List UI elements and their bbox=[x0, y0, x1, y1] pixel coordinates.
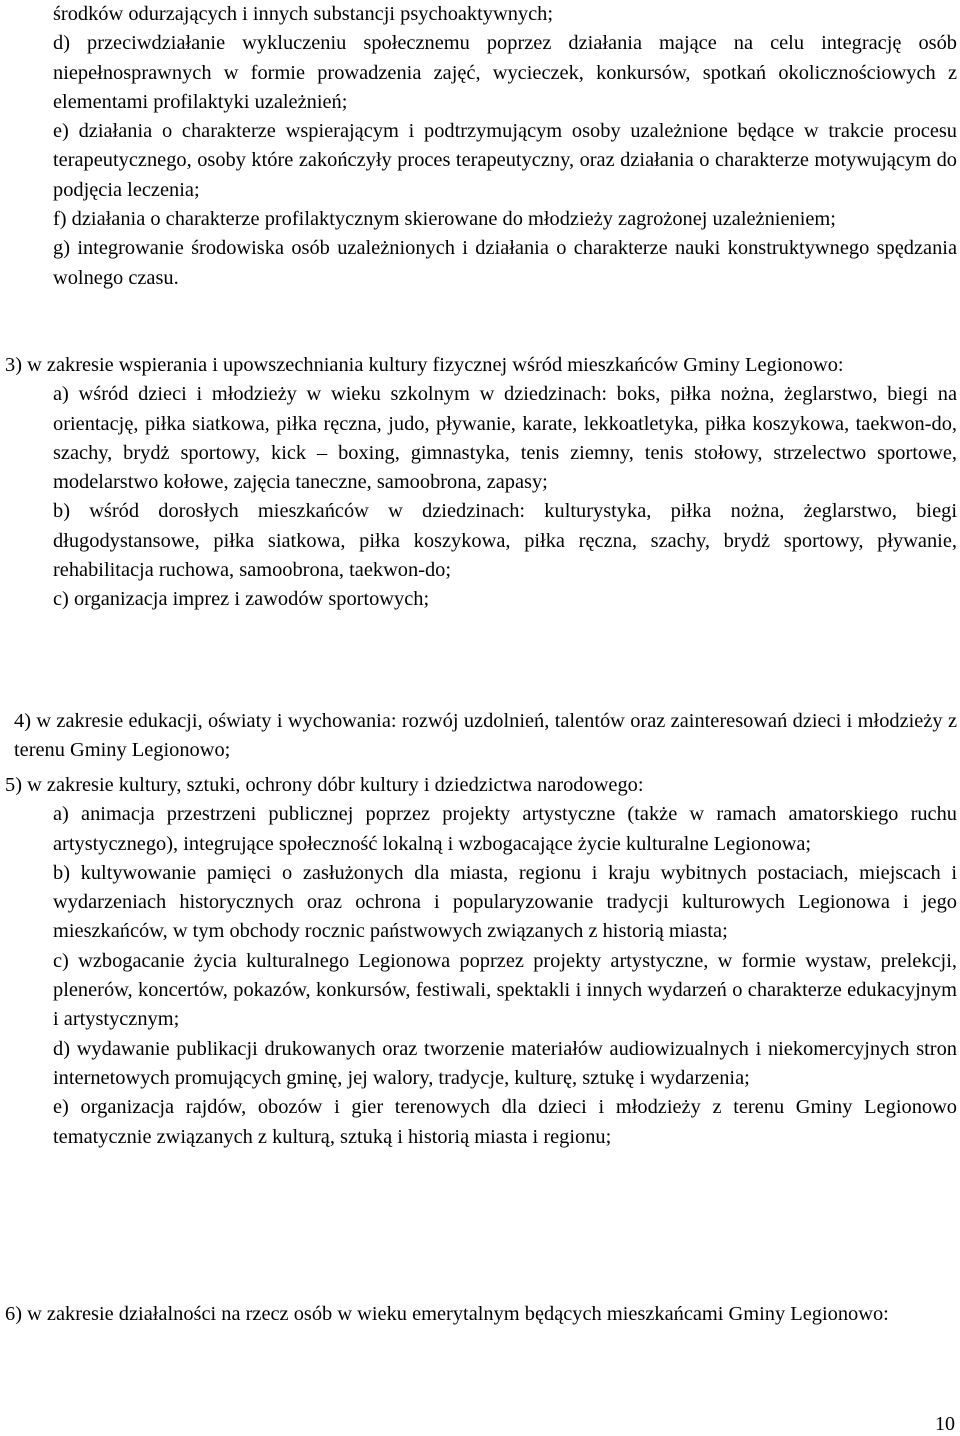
list-item-g: g) integrowanie środowiska osób uzależnionych i działania o charakterze nauki konstruktywnego spędzania wolnego czasu. bbox=[53, 237, 957, 289]
continuation-block bbox=[5, 0, 957, 293]
section-5-heading: 5) w zakresie kultury, sztuki, ochrony dóbr kultury i dziedzictwa narodowego: bbox=[5, 774, 644, 796]
section-6-heading: 6) w zakresie działalności na rzecz osób w wieku emerytalnym będących mieszkańcami Gminy Legionowo: bbox=[5, 1303, 889, 1325]
section-3-heading: 3) w zakresie wspierania i upowszechniania kultury fizycznej wśród mieszkańców Gminy Legionowo: bbox=[5, 354, 844, 376]
list-item-d: d) przeciwdziałanie wykluczeniu społecznemu poprzez działania mające na celu integrację osób niepełnosprawnych w formie prowadzenia zajęć, wycieczek, konkursów, spotkań okolicznościowych z elementami profilaktyki uzależnień; bbox=[53, 32, 957, 113]
section-4 bbox=[14, 707, 957, 766]
section-5-item-c: c) wzbogacanie życia kulturalnego Legionowa poprzez projekty artystyczne, w formie wystaw, prelekcji, plenerów, koncertów, pokazów, konkursów, festiwali, spektakli i innych wydarzeń o charakterze edukacyjnym i artystycznym; bbox=[53, 949, 957, 1031]
continuation-line: środków odurzających i innych substancji psychoaktywnych; bbox=[53, 3, 554, 25]
section-5-item-b: b) kultywowanie pamięci o zasłużonych dla miasta, regionu i kraju wybitnych postaciach, miejscach i wydarzeniach historycznych oraz ochrona i popularyzowanie tradycji kulturowych Legionowa i jego mieszkańców, w tym obchody rocznic państwowych związanych z historią miasta; bbox=[53, 861, 957, 943]
section-5-item-a: a) animacja przestrzeni publicznej poprzez projekty artystyczne (także w ramach amatorskiego ruchu artystycznego), integrujące społeczność lokalną i wzbogacające życie kulturalne Legionowa; bbox=[53, 803, 957, 855]
section-5-item-d: d) wydawanie publikacji drukowanych oraz tworzenie materiałów audiowizualnych i niekomercyjnych stron internetowych promujących gminę, jej walory, tradycje, kulturę, sztukę i wydarzenia; bbox=[53, 1037, 957, 1089]
list-item-f: f) działania o charakterze profilaktycznym skierowane do młodzieży zagrożonej uzależnieniem; bbox=[53, 208, 836, 231]
page-number: 10 bbox=[935, 1413, 955, 1435]
section-4-heading: 4) w zakresie edukacji, oświaty i wychowania: rozwój uzdolnień, talentów oraz zainteresowań dzieci i młodzieży z terenu Gminy Legionowo; bbox=[14, 710, 957, 762]
section-3-item-c: c) organizacja imprez i zawodów sportowych; bbox=[53, 588, 430, 611]
section-3-item-a: a) wśród dzieci i młodzieży w wieku szkolnym w dziedzinach: boks, piłka nożna, żeglarstwo, biegi na orientację, piłka siatkowa, piłka ręczna, judo, pływanie, karate, lekkoatletyka, piłka koszykowa, taekwon-do, szachy, brydż sportowy, kick – boxing, gimnastyka, tenis ziemny, tenis stołowy, strzelectwo sportowe, modelarstwo kołowe, zajęcia taneczne, samoobrona, zapasy; bbox=[53, 383, 957, 494]
section-3-item-b: b) wśród dorosłych mieszkańców w dziedzinach: kulturystyka, piłka nożna, żeglarstwo, biegi długodystansowe, piłka siatkowa, piłka koszykowa, piłka ręczna, szachy, brydż sportowy, pływanie, rehabilitacja ruchowa, samoobrona, taekwon-do; bbox=[53, 500, 957, 582]
section-5-item-e: e) organizacja rajdów, obozów i gier terenowych dla dzieci i młodzieży z terenu Gminy Legionowo tematycznie związanych z kulturą, sztuką i historią miasta i regionu; bbox=[53, 1096, 957, 1148]
section-3 bbox=[5, 351, 957, 615]
list-item-e: e) działania o charakterze wspierającym i podtrzymującym osoby uzależnione będące w trakcie procesu terapeutycznego, osoby które zakończyły proces terapeutyczny, oraz działania o charakterze motywującym do podjęcia leczenia; bbox=[53, 120, 957, 201]
section-6 bbox=[5, 1300, 957, 1329]
section-5 bbox=[5, 771, 957, 1152]
